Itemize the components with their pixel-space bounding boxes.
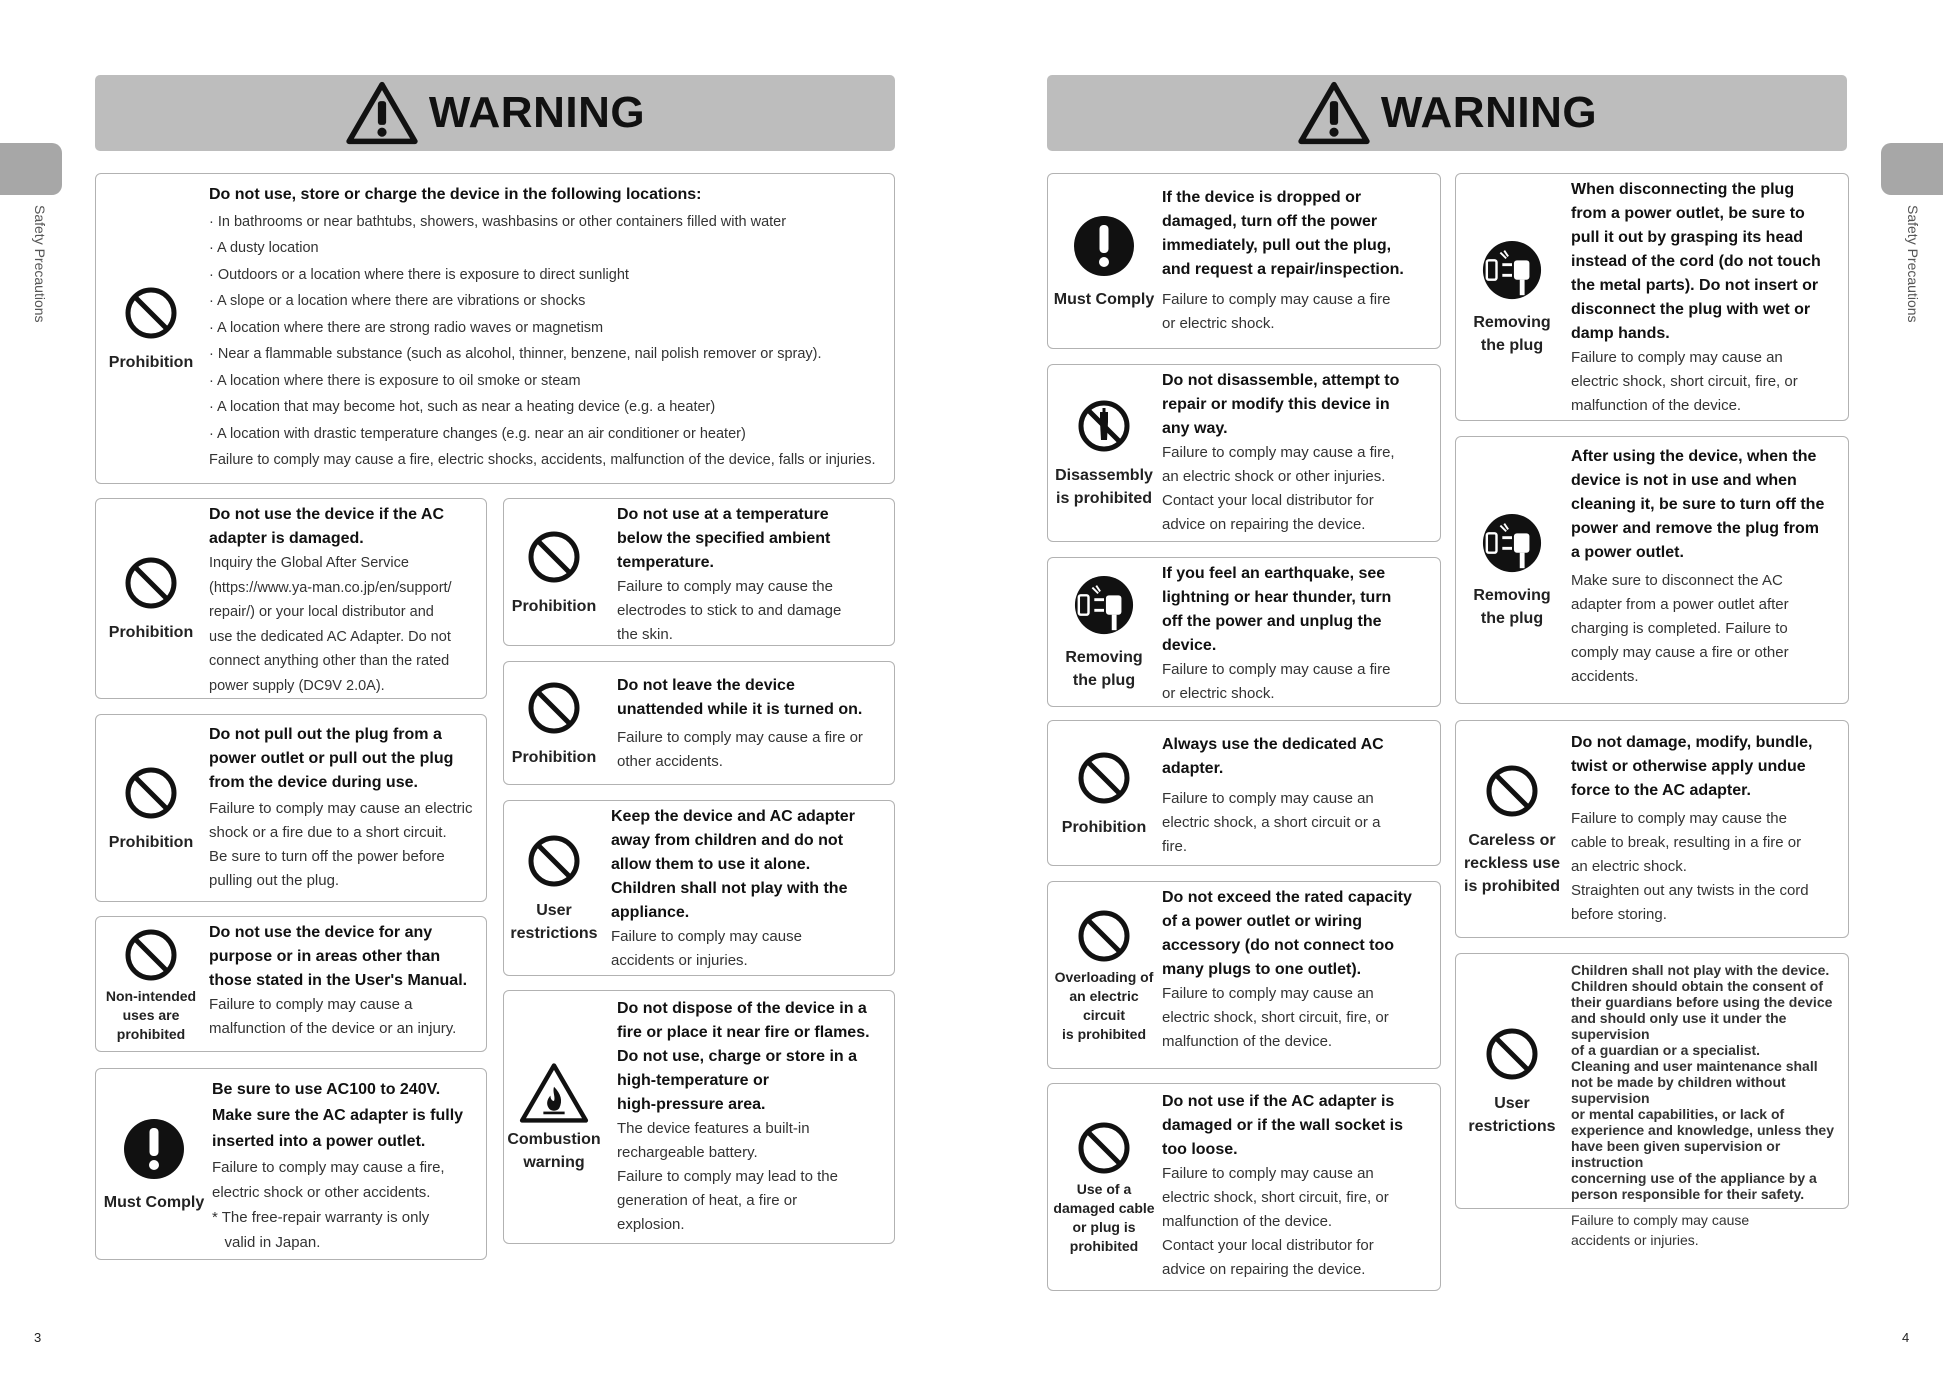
- body-line: shock or a fire due to a short circuit.: [209, 824, 447, 841]
- heading-line: disconnect the plug with wet or: [1571, 301, 1811, 318]
- heading-line: twist or otherwise apply undue: [1571, 758, 1806, 775]
- warning-box-locations: [95, 173, 895, 484]
- heading-line: not be made by children without supervision: [1571, 1074, 1786, 1106]
- removing-label: Removing: [1473, 314, 1551, 331]
- location-item: · A location where there is exposure to oil smoke or steam: [209, 372, 581, 389]
- restrictions-label: restrictions: [1468, 1118, 1556, 1135]
- heading-line: unattended while it is turned on.: [617, 701, 863, 718]
- body-line: accidents or injuries.: [1571, 1232, 1699, 1248]
- heading-line: many plugs to one outlet).: [1162, 961, 1362, 978]
- heading-line: appliance.: [611, 904, 690, 921]
- body-line: malfunction of the device.: [1571, 397, 1742, 414]
- heading-line: a power outlet.: [1571, 544, 1684, 561]
- body-line: or electric shock.: [1162, 315, 1275, 332]
- body-line: Failure to comply may cause a fire,: [212, 1159, 445, 1176]
- heading-line: adapter is damaged.: [209, 530, 364, 547]
- heading-line: have been given supervision or instruction: [1571, 1138, 1781, 1170]
- locations-footer: Failure to comply may cause a fire, electric shocks, accidents, malfunction of the device, falls or injuries.: [209, 452, 876, 468]
- unplug-icon: [1481, 512, 1543, 574]
- body-line: power supply (DC9V 2.0A).: [209, 677, 385, 694]
- body-line: electric shock, short circuit, fire, or: [1162, 1189, 1389, 1206]
- warning-box-purpose: [95, 916, 487, 1052]
- heading-line: lightning or hear thunder, turn: [1162, 589, 1392, 606]
- heading-line: force to the AC adapter.: [1571, 782, 1751, 799]
- heading-line: instead of the cord (do not touch: [1571, 253, 1821, 270]
- heading-line: purpose or in areas other than: [209, 948, 441, 965]
- body-line: fire.: [1162, 838, 1188, 855]
- location-item: · A location that may become hot, such as near a heating device (e.g. a heater): [209, 399, 716, 415]
- damaged-cable-label: damaged cable: [1053, 1200, 1155, 1216]
- heading-line: or mental capabilities, or lack of: [1571, 1106, 1785, 1122]
- heading-line: damaged or if the wall socket is: [1162, 1117, 1403, 1134]
- heading-line: device is not in use and when: [1571, 472, 1797, 489]
- heading-line: their guardians before using the device: [1571, 994, 1833, 1010]
- heading-line: Always use the dedicated AC: [1162, 736, 1384, 753]
- prohibition-label: Prohibition: [108, 354, 194, 371]
- heading-line: of a guardian or a specialist.: [1571, 1042, 1761, 1058]
- body-line: adapter from a power outlet after: [1571, 596, 1789, 613]
- removing-label: Removing: [1065, 649, 1143, 666]
- prohibition-icon: [123, 765, 179, 821]
- heading-line: If you feel an earthquake, see: [1162, 565, 1386, 582]
- body-line: Failure to comply may cause a: [209, 996, 413, 1013]
- location-item: · Outdoors or a location where there is exposure to direct sunlight: [209, 266, 629, 283]
- body-line: Failure to comply may cause an electric: [209, 800, 473, 817]
- body-line: rechargeable battery.: [617, 1144, 758, 1161]
- heading-line: Do not disassemble, attempt to: [1162, 372, 1400, 389]
- heading-line: Do not use at a temperature: [617, 506, 829, 523]
- prohibition-label: Prohibition: [108, 833, 194, 851]
- body-line: malfunction of the device.: [1162, 1213, 1333, 1230]
- warning-box-socket-loose: [1047, 1083, 1441, 1291]
- warning-box-earthquake: [1047, 557, 1441, 707]
- combustion-label: warning: [523, 1154, 585, 1171]
- body-line: other accidents.: [617, 753, 723, 770]
- body-line: connect anything other than the rated: [209, 653, 450, 669]
- left-page-number: 3: [34, 1330, 42, 1345]
- prohibition-icon: [1076, 750, 1132, 806]
- body-line: valid in Japan.: [212, 1234, 321, 1251]
- mandatory-icon: [122, 1117, 186, 1181]
- warning-box-disassemble: [1047, 364, 1441, 542]
- body-line: Inquiry the Global After Service: [209, 555, 409, 571]
- removing-label: the plug: [1072, 672, 1136, 689]
- damaged-cable-label: Use of a: [1076, 1181, 1132, 1197]
- body-line: malfunction of the device.: [1162, 1033, 1333, 1050]
- must-comply-label: Must Comply: [103, 1193, 205, 1211]
- disassembly-prohibited-icon: [1076, 398, 1132, 454]
- non-intended-label: Non-intended: [105, 987, 197, 1004]
- body-line: use the dedicated AC Adapter. Do not: [209, 628, 451, 645]
- prohibition-label: Prohibition: [511, 597, 597, 615]
- body-line: repair/) or your local distributor and: [209, 604, 434, 620]
- body-line: advice on repairing the device.: [1162, 516, 1366, 533]
- heading-line: power outlet or pull out the plug: [209, 750, 454, 767]
- body-line: pulling out the plug.: [209, 872, 340, 889]
- warning-box-capacity: [1047, 881, 1441, 1069]
- heading-line: away from children and do not: [611, 832, 844, 849]
- right-side-label: Safety Precautions: [1905, 205, 1921, 323]
- warning-box-temperature: [503, 498, 895, 646]
- heading-line: Children shall not play with the device.: [1571, 962, 1830, 978]
- user-label: User: [1494, 1095, 1530, 1112]
- heading-line: the metal parts). Do not insert or: [1571, 277, 1819, 294]
- body-line: comply may cause a fire or other: [1571, 644, 1789, 661]
- heading-line: fire or place it near fire or flames.: [617, 1024, 870, 1041]
- prohibition-label: Prohibition: [511, 748, 597, 766]
- body-line: explosion.: [617, 1216, 685, 1233]
- heading-line: Children should obtain the consent of: [1571, 978, 1823, 994]
- unplug-icon: [1481, 239, 1543, 301]
- heading-line: If the device is dropped or: [1162, 189, 1362, 206]
- heading-line: from the device during use.: [209, 774, 418, 791]
- body-line: electric shock or other accidents.: [212, 1184, 431, 1201]
- body-line: Failure to comply may cause an: [1162, 1165, 1374, 1182]
- heading-line: device.: [1162, 637, 1217, 654]
- body-line: cable to break, resulting in a fire or: [1571, 834, 1802, 851]
- warning-box-dedicated: [1047, 720, 1441, 866]
- disassembly-label: Disassembly: [1055, 467, 1153, 484]
- heading-line: Do not use, charge or store in a: [617, 1048, 858, 1065]
- heading-line: experience and knowledge, unless they: [1571, 1122, 1834, 1138]
- body-line: accidents.: [1571, 668, 1639, 685]
- heading-line: Do not use if the AC adapter is: [1162, 1093, 1395, 1110]
- body-line: Contact your local distributor for: [1162, 1237, 1374, 1254]
- user-label: User: [536, 902, 572, 919]
- locations-heading: Do not use, store or charge the device in the following locations:: [209, 186, 702, 203]
- warning-box-dispose: [503, 990, 895, 1244]
- banner-title: WARNING: [1380, 88, 1598, 137]
- warning-box-voltage: [95, 1068, 487, 1260]
- overloading-label: is prohibited: [1062, 1026, 1146, 1042]
- damaged-cable-label: or plug is: [1072, 1219, 1136, 1235]
- body-line: charging is completed. Failure to: [1571, 620, 1788, 637]
- heading-line: inserted into a power outlet.: [212, 1133, 426, 1150]
- body-line: electrodes to stick to and damage: [617, 602, 842, 619]
- unplug-icon: [1073, 574, 1135, 636]
- body-line: Failure to comply may cause the: [1571, 810, 1787, 827]
- warning-box-disconnect: [1455, 173, 1849, 421]
- removing-label: Removing: [1473, 587, 1551, 604]
- heading-line: Make sure the AC adapter is fully: [212, 1107, 464, 1124]
- heading-line: Keep the device and AC adapter: [611, 808, 855, 825]
- body-line: an electric shock or other injuries.: [1162, 468, 1386, 485]
- location-item: · A dusty location: [209, 240, 319, 256]
- prohibition-icon: [123, 927, 179, 983]
- prohibition-icon: [123, 285, 179, 341]
- body-line: Failure to comply may cause the: [617, 578, 833, 595]
- body-line: Failure to comply may cause a fire,: [1162, 444, 1395, 461]
- heading-line: temperature.: [617, 554, 714, 571]
- body-line: before storing.: [1571, 906, 1667, 923]
- mandatory-icon: [1072, 214, 1136, 278]
- right-page-number: 4: [1902, 1330, 1910, 1345]
- heading-line: too loose.: [1162, 1141, 1238, 1158]
- body-line: accidents or injuries.: [611, 952, 748, 969]
- location-item: · Near a flammable substance (such as alcohol, thinner, benzene, nail polish remover or spray).: [209, 346, 822, 362]
- right-page-tab: [1881, 143, 1943, 195]
- heading-line: below the specified ambient: [617, 530, 831, 547]
- heading-line: immediately, pull out the plug,: [1162, 237, 1392, 254]
- left-side-label: Safety Precautions: [32, 205, 48, 323]
- left-warning-banner: [95, 75, 895, 151]
- body-line: advice on repairing the device.: [1162, 1261, 1366, 1278]
- location-item: · A location with drastic temperature changes (e.g. near an air conditioner or heater): [209, 425, 746, 442]
- damaged-cable-label: prohibited: [1069, 1238, 1139, 1254]
- heading-line: off the power and unplug the: [1162, 613, 1382, 630]
- heading-line: and should only use it under the supervision: [1571, 1010, 1787, 1042]
- combustion-label: Combustion: [507, 1131, 601, 1148]
- careless-label: reckless use: [1463, 854, 1561, 872]
- removing-label: the plug: [1480, 337, 1544, 354]
- body-line: Failure to comply may cause an: [1162, 985, 1374, 1002]
- location-item: · In bathrooms or near bathtubs, showers, washbasins or other containers filled with water: [209, 213, 787, 230]
- heading-line: adapter.: [1162, 760, 1224, 777]
- warning-box-children-play: [1455, 953, 1849, 1248]
- warning-box-after-use: [1455, 436, 1849, 704]
- body-line: an electric shock.: [1571, 858, 1687, 875]
- warning-box-unattended: [503, 661, 895, 785]
- overloading-label: Overloading of: [1054, 969, 1154, 985]
- heading-line: any way.: [1162, 420, 1228, 437]
- heading-line: damaged, turn off the power: [1162, 213, 1378, 230]
- non-intended-label: prohibited: [116, 1025, 186, 1042]
- left-page-tab: [0, 143, 62, 195]
- body-line: The device features a built-in: [617, 1120, 810, 1137]
- location-item: · A slope or a location where there are vibrations or shocks: [209, 293, 586, 309]
- banner-title: WARNING: [428, 88, 646, 137]
- prohibition-icon: [526, 833, 582, 889]
- careless-label: Careless or: [1468, 831, 1556, 849]
- prohibition-icon: [526, 680, 582, 736]
- warning-box-children-away: [503, 800, 895, 976]
- body-line: Failure to comply may cause: [611, 928, 802, 945]
- heading-line: accessory (do not connect too: [1162, 937, 1395, 954]
- heading-line: high-temperature or: [617, 1072, 770, 1089]
- heading-line: Do not leave the device: [617, 677, 795, 694]
- warning-box-pull-plug: [95, 714, 487, 902]
- heading-line: Cleaning and user maintenance shall: [1571, 1058, 1818, 1074]
- body-line: * The free-repair warranty is only: [212, 1209, 430, 1226]
- heading-line: cleaning it, be sure to turn off the: [1571, 496, 1825, 513]
- heading-line: Be sure to use AC100 to 240V.: [212, 1081, 441, 1098]
- body-line: Make sure to disconnect the AC: [1571, 572, 1783, 589]
- body-line: (https://www.ya-man.co.jp/en/support/: [209, 579, 452, 596]
- body-line: malfunction of the device or an injury.: [209, 1020, 457, 1037]
- heading-line: concerning use of the appliance by a: [1571, 1170, 1817, 1186]
- non-intended-label: uses are: [122, 1006, 180, 1023]
- prohibition-icon: [1076, 908, 1132, 964]
- heading-line: from a power outlet, be sure to: [1571, 205, 1805, 222]
- prohibition-label: Prohibition: [1061, 818, 1147, 836]
- body-line: electric shock, a short circuit or a: [1162, 814, 1381, 831]
- body-line: Failure to comply may cause an: [1571, 349, 1783, 366]
- body-line: Straighten out any twists in the cord: [1571, 882, 1809, 899]
- body-line: the skin.: [617, 626, 673, 643]
- heading-line: Do not damage, modify, bundle,: [1571, 734, 1813, 751]
- heading-line: allow them to use it alone.: [611, 856, 811, 873]
- disassembly-label: is prohibited: [1056, 490, 1152, 507]
- body-line: Failure to comply may cause: [1571, 1212, 1750, 1228]
- heading-line: Do not dispose of the device in a: [617, 1000, 867, 1017]
- body-line: electric shock, short circuit, fire, or: [1162, 1009, 1389, 1026]
- heading-line: power and remove the plug from: [1571, 520, 1820, 537]
- heading-line: of a power outlet or wiring: [1162, 913, 1362, 930]
- warning-box-adapter-damaged: [95, 498, 487, 699]
- heading-line: Do not pull out the plug from a: [209, 726, 442, 743]
- location-item: · A location where there are strong radio waves or magnetism: [209, 319, 604, 336]
- heading-line: Do not use the device if the AC: [209, 506, 444, 523]
- body-line: Failure to comply may cause a fire: [1162, 661, 1391, 678]
- body-line: Failure to comply may cause an: [1162, 790, 1374, 807]
- body-line: generation of heat, a fire or: [617, 1192, 798, 1209]
- warning-icon: [345, 81, 419, 145]
- prohibition-icon: [123, 555, 179, 611]
- heading-line: After using the device, when the: [1571, 448, 1817, 465]
- warning-box-dropped: [1047, 173, 1441, 349]
- body-line: Be sure to turn off the power before: [209, 848, 445, 865]
- prohibition-label: Prohibition: [108, 624, 194, 641]
- heading-line: Do not use the device for any: [209, 924, 433, 941]
- body-line: Failure to comply may cause a fire or: [617, 729, 863, 746]
- prohibition-icon: [1076, 1120, 1132, 1176]
- must-comply-label: Must Comply: [1053, 290, 1155, 308]
- heading-line: those stated in the User's Manual.: [209, 972, 468, 989]
- heading-line: pull it out by grasping its head: [1571, 229, 1804, 246]
- removing-label: the plug: [1480, 610, 1544, 627]
- careless-label: is prohibited: [1464, 877, 1560, 895]
- warning-icon: [1297, 81, 1371, 145]
- right-warning-banner: [1047, 75, 1847, 151]
- heading-line: damp hands.: [1571, 325, 1670, 342]
- body-line: electric shock, short circuit, fire, or: [1571, 373, 1798, 390]
- combustion-icon: [518, 1062, 590, 1124]
- body-line: Failure to comply may cause a fire: [1162, 291, 1391, 308]
- heading-line: person responsible for their safety.: [1571, 1186, 1805, 1202]
- heading-line: Do not exceed the rated capacity: [1162, 889, 1412, 906]
- prohibition-icon: [1484, 1026, 1540, 1082]
- heading-line: high-pressure area.: [617, 1096, 766, 1113]
- heading-line: When disconnecting the plug: [1571, 181, 1795, 198]
- body-line: Contact your local distributor for: [1162, 492, 1374, 509]
- heading-line: and request a repair/inspection.: [1162, 261, 1404, 278]
- body-line: or electric shock.: [1162, 685, 1275, 702]
- overloading-label: an electric circuit: [1069, 988, 1139, 1023]
- prohibition-icon: [1484, 763, 1540, 819]
- prohibition-icon: [526, 529, 582, 585]
- restrictions-label: restrictions: [510, 925, 598, 942]
- warning-box-damage-adapter: [1455, 720, 1849, 938]
- body-line: Failure to comply may lead to the: [617, 1168, 838, 1185]
- heading-line: repair or modify this device in: [1162, 396, 1390, 413]
- heading-line: Children shall not play with the: [611, 880, 848, 897]
